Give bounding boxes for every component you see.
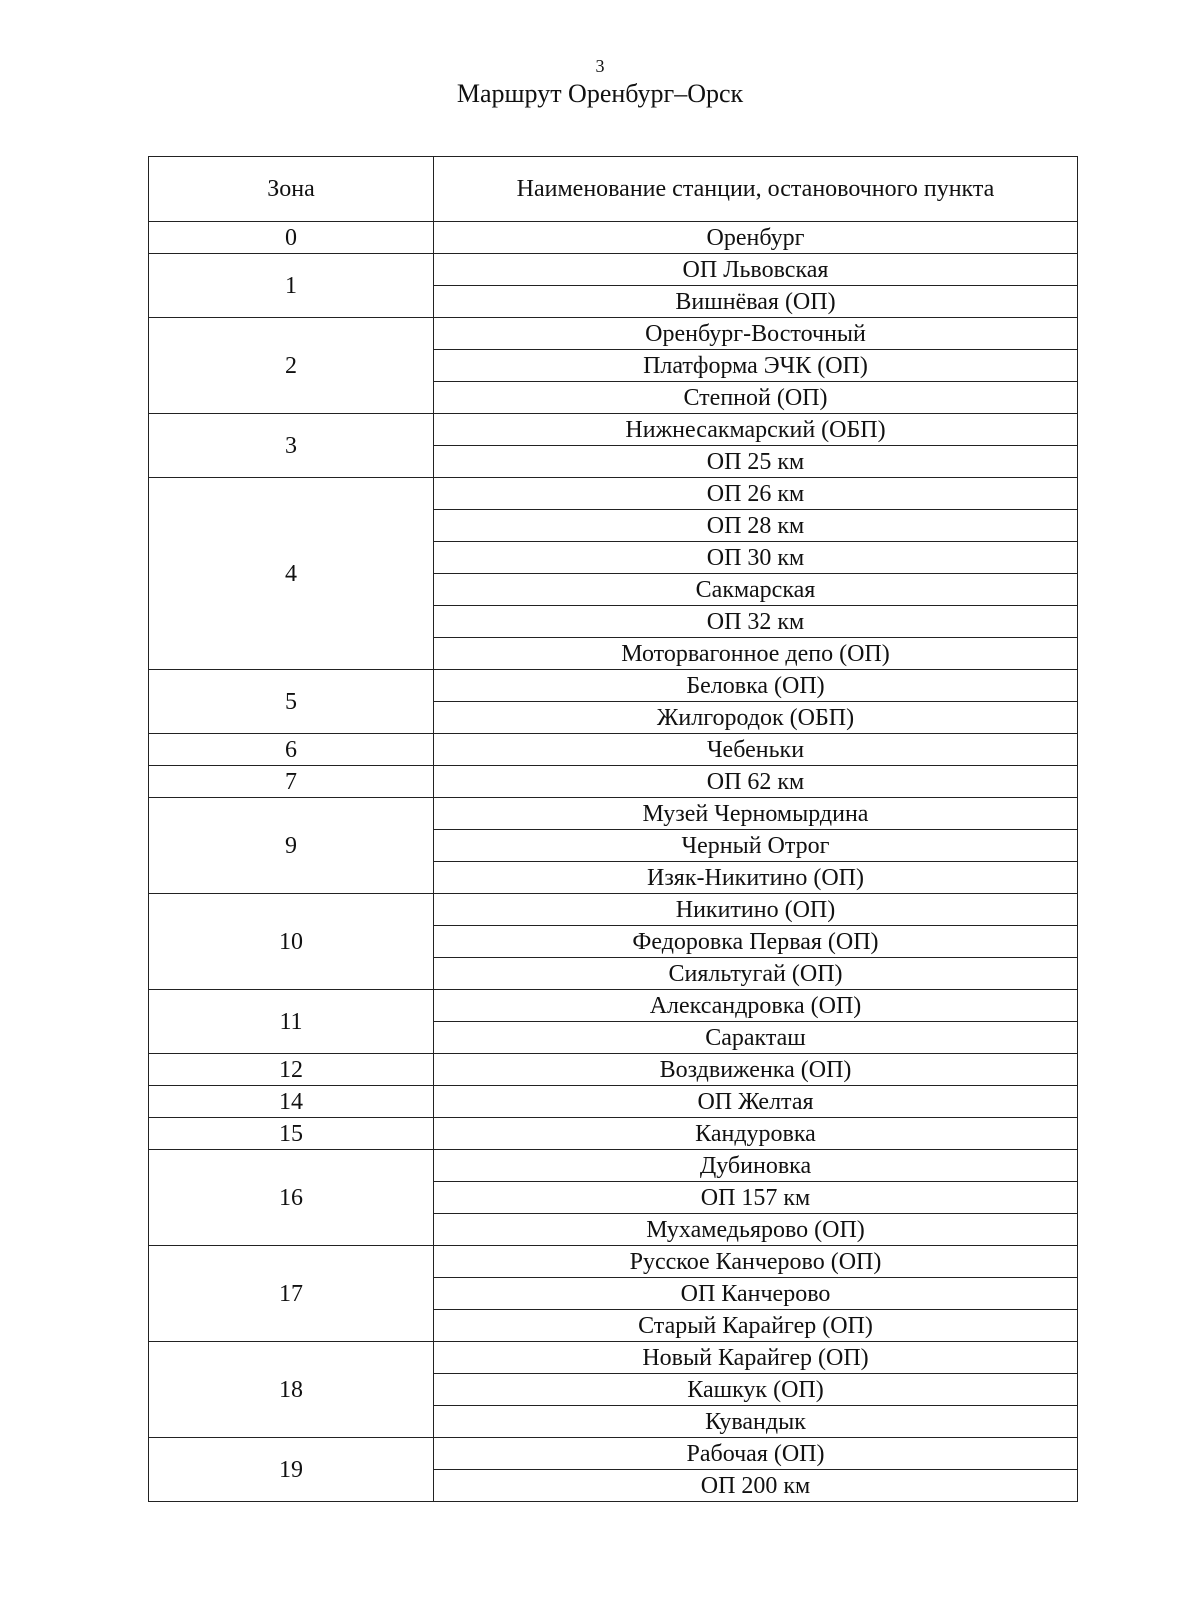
zone-cell: 15 <box>149 1118 434 1150</box>
station-cell: Черный Отрог <box>434 830 1078 862</box>
table-row <box>149 222 1078 254</box>
station-cell: Вишнёвая (ОП) <box>434 286 1078 318</box>
station-cell: Никитино (ОП) <box>434 894 1078 926</box>
zone-cell: 16 <box>149 1150 434 1246</box>
station-cell: ОП Львовская <box>434 254 1078 286</box>
station-cell: Оренбург <box>434 222 1078 254</box>
station-cell: ОП 157 км <box>434 1182 1078 1214</box>
station-cell: Старый Карайгер (ОП) <box>434 1310 1078 1342</box>
page-number: 3 <box>595 56 605 76</box>
station-cell: Александровка (ОП) <box>434 990 1078 1022</box>
table-row <box>149 670 1078 702</box>
zone-column-header: Зона <box>149 157 434 222</box>
station-cell: Сияльтугай (ОП) <box>434 958 1078 990</box>
table-row <box>149 990 1078 1022</box>
station-cell: ОП Желтая <box>434 1086 1078 1118</box>
zone-cell: 14 <box>149 1086 434 1118</box>
zone-cell: 6 <box>149 734 434 766</box>
table-row <box>149 1150 1078 1182</box>
station-cell: ОП 30 км <box>434 542 1078 574</box>
station-cell: Новый Карайгер (ОП) <box>434 1342 1078 1374</box>
station-cell: Степной (ОП) <box>434 382 1078 414</box>
page-title: Маршрут Оренбург–Орск <box>456 79 744 108</box>
station-cell: Музей Черномырдина <box>434 798 1078 830</box>
zone-cell: 5 <box>149 670 434 734</box>
zone-cell: 10 <box>149 894 434 990</box>
station-cell: Сакмарская <box>434 574 1078 606</box>
station-cell: Платформа ЭЧК (ОП) <box>434 350 1078 382</box>
station-cell: Чебеньки <box>434 734 1078 766</box>
station-cell: Кувандык <box>434 1406 1078 1438</box>
zone-cell: 1 <box>149 254 434 318</box>
station-cell: ОП 25 км <box>434 446 1078 478</box>
zone-cell: 17 <box>149 1246 434 1342</box>
station-cell: Кашкук (ОП) <box>434 1374 1078 1406</box>
zone-cell: 2 <box>149 318 434 414</box>
table-row <box>149 766 1078 798</box>
zone-cell: 4 <box>149 478 434 670</box>
station-cell: Изяк-Никитино (ОП) <box>434 862 1078 894</box>
table-row <box>149 1246 1078 1278</box>
table-row <box>149 318 1078 350</box>
station-column-header: Наименование станции, остановочного пункта <box>434 157 1078 222</box>
table-row <box>149 254 1078 286</box>
station-cell: Беловка (ОП) <box>434 670 1078 702</box>
zone-cell: 11 <box>149 990 434 1054</box>
table-row <box>149 1438 1078 1470</box>
station-cell: Русское Канчерово (ОП) <box>434 1246 1078 1278</box>
table-row <box>149 1086 1078 1118</box>
table-row <box>149 894 1078 926</box>
zone-cell: 0 <box>149 222 434 254</box>
table-row <box>149 1054 1078 1086</box>
station-cell: ОП 26 км <box>434 478 1078 510</box>
table-row <box>149 414 1078 446</box>
station-cell: Мухамедьярово (ОП) <box>434 1214 1078 1246</box>
station-cell: ОП Канчерово <box>434 1278 1078 1310</box>
station-cell: ОП 28 км <box>434 510 1078 542</box>
route-table <box>148 156 1078 1502</box>
zone-cell: 12 <box>149 1054 434 1086</box>
station-cell: Кандуровка <box>434 1118 1078 1150</box>
zone-cell: 7 <box>149 766 434 798</box>
table-row <box>149 734 1078 766</box>
table-row <box>149 1342 1078 1374</box>
route-table-body <box>149 222 1078 1502</box>
station-cell: ОП 32 км <box>434 606 1078 638</box>
station-cell: Жилгородок (ОБП) <box>434 702 1078 734</box>
station-cell: Воздвиженка (ОП) <box>434 1054 1078 1086</box>
zone-cell: 19 <box>149 1438 434 1502</box>
station-cell: Моторвагонное депо (ОП) <box>434 638 1078 670</box>
station-cell: Дубиновка <box>434 1150 1078 1182</box>
station-cell: Рабочая (ОП) <box>434 1438 1078 1470</box>
table-row <box>149 478 1078 510</box>
table-header-row <box>149 157 1078 222</box>
zone-cell: 3 <box>149 414 434 478</box>
station-cell: Федоровка Первая (ОП) <box>434 926 1078 958</box>
station-cell: ОП 62 км <box>434 766 1078 798</box>
zone-cell: 9 <box>149 798 434 894</box>
station-cell: Нижнесакмарский (ОБП) <box>434 414 1078 446</box>
table-row <box>149 1118 1078 1150</box>
table-row <box>149 798 1078 830</box>
zone-cell: 18 <box>149 1342 434 1438</box>
station-cell: Саракташ <box>434 1022 1078 1054</box>
station-cell: Оренбург-Восточный <box>434 318 1078 350</box>
station-cell: ОП 200 км <box>434 1470 1078 1502</box>
